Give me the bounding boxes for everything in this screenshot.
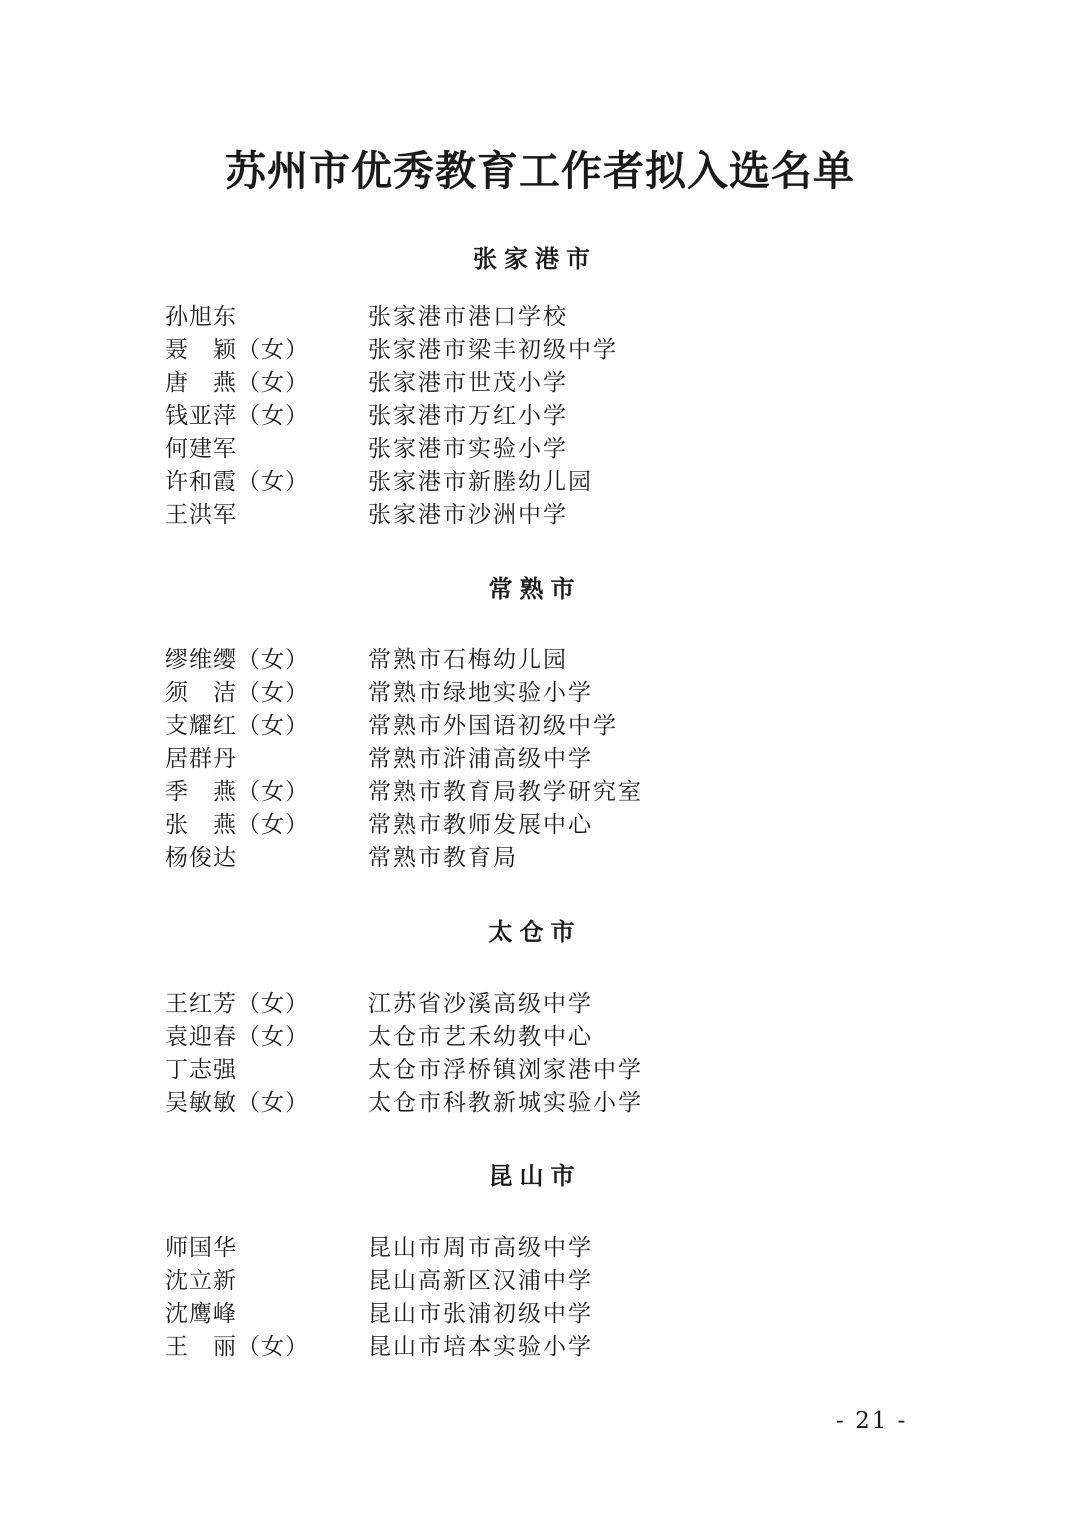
list-item [165, 842, 925, 875]
person-name: 张 燕（女） [165, 812, 309, 838]
person-name: 须 洁（女） [165, 680, 309, 706]
entry-list-kunshan [165, 1232, 925, 1364]
list-item [165, 677, 925, 710]
person-name: 钱亚萍（女） [165, 403, 309, 429]
list-item [165, 1021, 925, 1054]
organization: 昆山市张浦初级中学 [368, 1301, 593, 1327]
person-name: 沈立新 [165, 1268, 237, 1294]
list-item [165, 1054, 925, 1087]
entry-list-taicang [165, 988, 925, 1120]
list-item [165, 776, 925, 809]
organization: 张家港市梁丰初级中学 [368, 337, 618, 363]
list-item [165, 334, 925, 367]
organization: 常熟市教育局教学研究室 [368, 779, 643, 805]
section-heading-changshu: 常熟市 [488, 575, 582, 603]
section-heading-taicang: 太仓市 [488, 918, 582, 946]
person-name: 居群丹 [165, 746, 237, 772]
organization: 常熟市外国语初级中学 [368, 713, 618, 739]
section-heading-kunshan: 昆山市 [488, 1162, 582, 1190]
list-item [165, 809, 925, 842]
person-name: 唐 燕（女） [165, 370, 309, 396]
list-item [165, 1232, 925, 1265]
list-item [165, 1087, 925, 1120]
organization: 昆山市培本实验小学 [368, 1334, 593, 1360]
person-name: 支耀红（女） [165, 713, 309, 739]
person-name: 聂 颖（女） [165, 337, 309, 363]
organization: 常熟市教育局 [368, 845, 518, 871]
person-name: 季 燕（女） [165, 779, 309, 805]
person-name: 孙旭东 [165, 304, 237, 330]
organization: 张家港市世茂小学 [368, 370, 568, 396]
organization: 张家港市新塍幼儿园 [368, 469, 593, 495]
person-name: 许和霞（女） [165, 469, 309, 495]
person-name: 王红芳（女） [165, 991, 309, 1017]
list-item [165, 743, 925, 776]
list-item [165, 400, 925, 433]
organization: 江苏省沙溪高级中学 [368, 991, 593, 1017]
organization: 常熟市浒浦高级中学 [368, 746, 593, 772]
organization: 常熟市教师发展中心 [368, 812, 593, 838]
person-name: 沈鹰峰 [165, 1301, 237, 1327]
list-item [165, 1331, 925, 1364]
person-name: 吴敏敏（女） [165, 1090, 309, 1116]
person-name: 袁迎春（女） [165, 1024, 309, 1050]
organization: 昆山市周市高级中学 [368, 1235, 593, 1261]
section-heading-zhangjiagang: 张家港市 [473, 245, 597, 273]
organization: 昆山高新区汉浦中学 [368, 1268, 593, 1294]
person-name: 王洪军 [165, 502, 237, 528]
list-item [165, 1298, 925, 1331]
organization: 常熟市石梅幼儿园 [368, 647, 568, 673]
person-name: 杨俊达 [165, 845, 237, 871]
list-item [165, 367, 925, 400]
person-name: 师国华 [165, 1235, 237, 1261]
organization: 常熟市绿地实验小学 [368, 680, 593, 706]
person-name: 王 丽（女） [165, 1334, 309, 1360]
organization: 太仓市科教新城实验小学 [368, 1090, 643, 1116]
page-number: - 21 - [836, 1408, 908, 1434]
page-title: 苏州市优秀教育工作者拟入选名单 [225, 147, 855, 195]
organization: 张家港市港口学校 [368, 304, 568, 330]
person-name: 何建军 [165, 436, 237, 462]
list-item [165, 988, 925, 1021]
list-item [165, 710, 925, 743]
entry-list-zhangjiagang [165, 301, 925, 532]
entry-list-changshu [165, 644, 925, 875]
organization: 张家港市实验小学 [368, 436, 568, 462]
organization: 张家港市万红小学 [368, 403, 568, 429]
list-item [165, 301, 925, 334]
list-item [165, 644, 925, 677]
list-item [165, 499, 925, 532]
person-name: 丁志强 [165, 1057, 237, 1083]
organization: 太仓市艺禾幼教中心 [368, 1024, 593, 1050]
organization: 太仓市浮桥镇浏家港中学 [368, 1057, 643, 1083]
person-name: 缪维缨（女） [165, 647, 309, 673]
list-item [165, 1265, 925, 1298]
list-item [165, 433, 925, 466]
organization: 张家港市沙洲中学 [368, 502, 568, 528]
list-item [165, 466, 925, 499]
